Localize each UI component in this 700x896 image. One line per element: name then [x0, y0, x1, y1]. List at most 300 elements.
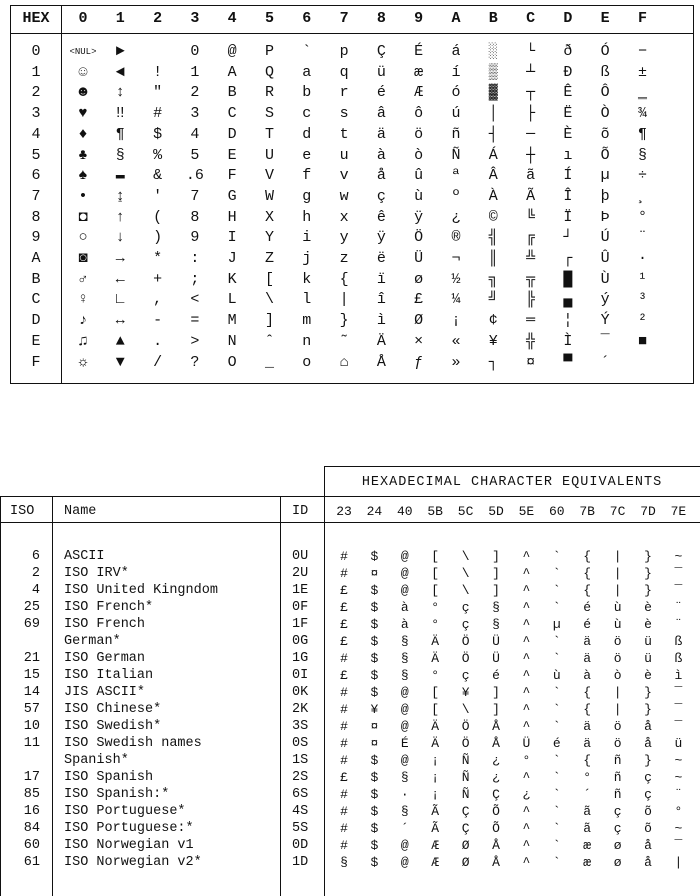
hex-equivalent-char-cell: { — [583, 685, 592, 700]
hex-glyph-cell: Ü — [414, 250, 424, 267]
hex-equivalent-char-cell: ` — [552, 583, 561, 598]
hex-equivalent-char-cell: { — [583, 702, 592, 717]
hex-glyph-cell: ↓ — [115, 229, 125, 247]
hex-glyph-cell: ã — [526, 167, 536, 185]
hex-equivalent-char-cell: ¿ — [492, 753, 500, 768]
hex-equivalent-char-cell: # — [340, 719, 348, 734]
hex-equivalent-char-cell: ‾ — [674, 685, 683, 700]
hex-row-label: 2 — [31, 84, 41, 102]
hex-glyph-cell: h — [302, 208, 312, 226]
hex-equivalent-char-cell: $ — [370, 770, 379, 785]
hex-glyph-cell: ¦ — [563, 312, 573, 330]
hex-glyph-cell: ╗ — [488, 270, 498, 288]
hex-glyph-cell: ‼ — [115, 105, 125, 123]
hex-glyph-cell: * — [153, 250, 163, 267]
hex-equivalent-char-cell: ì — [674, 668, 683, 683]
hex-glyph-cell: Ò — [600, 105, 610, 123]
charset-name-cell: ISO Portuguese* — [64, 804, 186, 819]
hex-equivalent-char-cell: ` — [552, 787, 561, 802]
hex-equivalent-char-cell: ° — [583, 770, 592, 785]
hex-equivalent-char-cell: ø — [613, 838, 622, 853]
hex-equivalent-column-header: 5D — [488, 504, 504, 519]
hex-glyph-cell: ô — [414, 105, 424, 123]
hex-glyph-cell: ♪ — [78, 312, 88, 330]
hex-equivalent-char-cell: Ä — [431, 719, 440, 734]
hex-equivalent-char-cell: è — [644, 617, 652, 632]
hex-glyph-cell: ç — [376, 187, 386, 205]
hex-equivalent-char-cell: ù — [552, 668, 561, 683]
iso-character-set-table — [0, 466, 700, 896]
hex-corner-label: HEX — [11, 6, 62, 32]
hex-glyph-cell: ☺ — [78, 63, 88, 81]
hex-glyph-cell: & — [153, 167, 163, 185]
hex-glyph-cell: Ö — [414, 229, 424, 247]
hex-equivalent-char-cell: ° — [674, 804, 683, 819]
hex-glyph-cell: 7 — [190, 187, 200, 205]
hex-equivalent-char-cell: ç — [613, 821, 622, 836]
hex-equivalent-char-cell: Å — [492, 719, 500, 734]
hex-glyph-cell: î — [376, 291, 386, 309]
hex-glyph-cell: ) — [153, 229, 163, 247]
hex-equivalent-char-cell: $ — [370, 838, 379, 853]
hex-glyph-cell: s — [339, 105, 349, 123]
hex-glyph-cell: 9 — [190, 229, 200, 247]
hex-glyph-cell: ▄ — [563, 291, 573, 309]
hex-glyph-cell: A — [227, 63, 237, 81]
hex-equivalent-char-cell: ä — [583, 651, 592, 666]
hex-glyph-cell: ▲ — [115, 332, 125, 350]
iso-number-cell: 16 — [23, 804, 40, 819]
hex-equivalent-char-cell: ç — [461, 600, 470, 615]
hex-row-label: C — [31, 291, 41, 309]
hex-equivalent-column-header: 7D — [640, 504, 656, 519]
hex-glyph-cell: ] — [264, 312, 274, 330]
hex-column-header: B — [488, 10, 498, 27]
hex-equivalent-char-cell: $ — [370, 753, 379, 768]
hex-glyph-cell: V — [264, 167, 274, 185]
hex-equivalent-char-cell: Ñ — [461, 787, 470, 802]
hex-equivalent-char-cell: æ — [583, 838, 592, 853]
charset-name-cell: ISO United Kingndom — [64, 583, 218, 598]
hex-glyph-cell: Î — [563, 187, 573, 205]
hex-equivalent-char-cell: à — [400, 617, 409, 632]
hex-glyph-cell: ´ — [600, 353, 610, 371]
hex-glyph-cell: û — [414, 167, 424, 185]
hex-glyph-cell: ı — [563, 146, 573, 164]
hex-glyph-cell: U — [264, 146, 274, 164]
hex-glyph-cell: ▒ — [488, 63, 498, 81]
hex-equivalent-char-cell: ` — [552, 753, 561, 768]
hex-column-header: F — [637, 10, 647, 27]
hex-equivalent-char-cell: Ö — [461, 736, 470, 751]
hex-equivalent-char-cell: ¤ — [370, 566, 379, 581]
hex-column-header: 3 — [190, 10, 200, 27]
hex-glyph-cell: æ — [414, 63, 424, 81]
hex-glyph-cell: ↨ — [115, 187, 125, 205]
hex-equivalent-char-cell: $ — [370, 685, 379, 700]
hex-glyph-cell: ö — [414, 125, 424, 143]
hex-glyph-cell: ┌ — [563, 250, 573, 267]
hex-equivalent-char-cell: ` — [552, 685, 561, 700]
hex-equivalent-char-cell: Ä — [431, 634, 440, 649]
hex-equivalent-char-cell: { — [583, 583, 592, 598]
hex-equivalent-column-header: 23 — [336, 504, 352, 519]
hex-row-label: 4 — [31, 125, 41, 143]
hex-equivalent-char-cell: £ — [340, 600, 348, 615]
hex-equivalent-char-cell: ` — [552, 566, 561, 581]
hex-equivalent-char-cell: Ö — [461, 719, 470, 734]
charset-id-cell: 0D — [292, 838, 309, 853]
hex-glyph-cell: Æ — [414, 84, 424, 102]
hex-equivalent-char-cell: ° — [431, 668, 440, 683]
hex-equivalents-title: HEXADECIMAL CHARACTER EQUIVALENTS — [361, 475, 663, 490]
hex-equivalent-char-cell: § — [340, 855, 348, 870]
hex-glyph-cell: ♥ — [78, 105, 88, 123]
hex-glyph-cell: ♣ — [78, 146, 88, 164]
hex-equivalent-char-cell: # — [340, 821, 348, 836]
hex-equivalent-char-cell: $ — [370, 668, 379, 683]
id-header: ID — [292, 504, 309, 519]
hex-row-label: 0 — [31, 43, 41, 60]
hex-glyph-cell: ¯ — [600, 332, 610, 350]
hex-glyph-cell: Ì — [563, 332, 573, 350]
hex-equivalent-char-cell: [ — [431, 685, 440, 700]
hex-equivalent-char-cell: õ — [644, 821, 652, 836]
hex-glyph-cell: E — [227, 146, 237, 164]
hex-glyph-cell: e — [302, 146, 312, 164]
hex-equivalent-char-cell: ã — [583, 821, 592, 836]
hex-glyph-cell: § — [637, 146, 647, 164]
hex-glyph-cell: ˜ — [339, 332, 349, 350]
hex-equivalent-char-cell: ü — [674, 736, 683, 751]
hex-equivalent-char-cell: ¤ — [370, 736, 379, 751]
hex-row-label: F — [31, 353, 41, 371]
hex-glyph-cell: 5 — [190, 146, 200, 164]
hex-glyph-cell: é — [376, 84, 386, 102]
iso-header: ISO — [10, 504, 35, 519]
hex-glyph-cell: ░ — [488, 43, 498, 60]
hex-glyph-cell: Ç — [376, 43, 386, 60]
hex-glyph-cell: ↑ — [115, 208, 125, 226]
hex-glyph-cell: t — [339, 125, 349, 143]
charset-name-cell: ISO Portuguese:* — [64, 821, 194, 836]
charset-name-cell: ISO Swedish* — [64, 719, 162, 734]
hex-equivalent-char-cell: É — [400, 736, 409, 751]
hex-glyph-cell: ÿ — [414, 208, 424, 226]
charset-name-cell: ISO Norwegian v1 — [64, 838, 194, 853]
hex-row-label: 5 — [31, 146, 41, 164]
hex-glyph-cell: .6 — [185, 167, 204, 185]
hex-equivalent-char-cell: Õ — [492, 804, 500, 819]
iso-number-cell: 2 — [31, 566, 40, 581]
hex-glyph-cell: q — [339, 63, 349, 81]
hex-equivalent-char-cell: ° — [522, 753, 531, 768]
hex-equivalent-char-cell: # — [340, 566, 348, 581]
hex-equivalent-char-cell: ç — [613, 804, 622, 819]
hex-glyph-cell: ╝ — [488, 291, 498, 309]
charset-id-cell: 0U — [292, 549, 309, 564]
hex-glyph-cell: ÷ — [637, 167, 647, 185]
hex-equivalent-char-cell: $ — [370, 787, 379, 802]
hex-glyph-cell: ╔ — [526, 229, 536, 247]
hex-glyph-cell: Ú — [600, 229, 610, 247]
hex-equivalent-char-cell: ^ — [522, 685, 531, 700]
hex-glyph-cell: ☻ — [78, 84, 88, 102]
charset-name-cell: ISO Chinese* — [64, 702, 162, 717]
hex-glyph-cell: ═ — [526, 312, 536, 330]
hex-column-header: 5 — [264, 10, 274, 27]
hex-equivalent-char-cell: $ — [370, 855, 379, 870]
hex-glyph-cell: ⌂ — [339, 353, 349, 371]
hex-glyph-cell: J — [227, 250, 237, 267]
hex-row-label: 7 — [31, 187, 41, 205]
hex-glyph-cell: ┤ — [488, 125, 498, 143]
hex-glyph-cell: # — [153, 105, 163, 123]
hex-equivalent-char-cell: @ — [400, 855, 409, 870]
hex-equivalent-char-cell: @ — [400, 838, 409, 853]
hex-equivalent-char-cell: | — [613, 583, 622, 598]
hex-equivalent-char-cell: @ — [400, 685, 409, 700]
hex-code-page-table — [10, 5, 694, 384]
hex-equivalent-char-cell: ¨ — [674, 600, 683, 615]
hex-glyph-cell: ─ — [526, 125, 536, 143]
hex-glyph-cell: ú — [451, 105, 461, 123]
hex-equivalent-char-cell: ] — [492, 702, 500, 717]
hex-glyph-cell: • — [78, 187, 88, 205]
hex-glyph-cell: S — [264, 105, 274, 123]
hex-glyph-cell: ý — [600, 291, 610, 309]
charset-name-cell: ISO Swedish names — [64, 736, 202, 751]
hex-equivalent-char-cell: ^ — [522, 838, 531, 853]
hex-glyph-cell: y — [339, 229, 349, 247]
hex-equivalent-char-cell: § — [400, 770, 409, 785]
hex-glyph-cell: - — [153, 312, 163, 330]
hex-equivalent-char-cell: ¡ — [431, 770, 440, 785]
iso-number-cell: 84 — [23, 821, 40, 836]
hex-glyph-cell: = — [190, 312, 200, 330]
hex-glyph-cell: ø — [414, 270, 424, 288]
hex-equivalent-column-header: 7B — [579, 504, 595, 519]
hex-equivalent-char-cell: | — [613, 702, 622, 717]
hex-equivalent-char-cell: ö — [613, 651, 622, 666]
hex-equivalent-char-cell: Ü — [522, 736, 531, 751]
hex-glyph-cell: Û — [600, 250, 610, 267]
hex-glyph-cell: r — [339, 84, 349, 102]
hex-equivalent-char-cell: Ö — [461, 634, 470, 649]
hex-equivalent-char-cell: Ä — [431, 736, 440, 751]
hex-glyph-cell: ◘ — [78, 208, 88, 226]
hex-glyph-cell: N — [227, 332, 237, 350]
hex-equivalent-char-cell: } — [644, 753, 652, 768]
hex-equivalent-char-cell: ¿ — [522, 787, 531, 802]
hex-column-header: D — [563, 10, 573, 27]
hex-glyph-cell: / — [153, 353, 163, 371]
hex-glyph-cell: ÿ — [376, 229, 386, 247]
hex-equivalent-char-cell: £ — [340, 668, 348, 683]
hex-equivalent-char-cell: à — [400, 600, 409, 615]
hex-equivalent-column-header: 60 — [548, 504, 565, 519]
hex-glyph-cell: ' — [153, 187, 163, 205]
hex-equivalent-char-cell: ñ — [613, 753, 622, 768]
hex-equivalent-char-cell: é — [583, 617, 592, 632]
hex-equivalent-char-cell: ñ — [613, 770, 622, 785]
hex-equivalent-char-cell: ã — [583, 804, 592, 819]
hex-equivalent-char-cell: ` — [552, 600, 561, 615]
charset-name-cell: ISO IRV* — [64, 566, 129, 581]
hex-column-header: 1 — [115, 10, 125, 27]
hex-equivalent-char-cell: è — [644, 668, 652, 683]
hex-glyph-cell: ½ — [451, 270, 461, 288]
hex-glyph-cell: ² — [637, 312, 647, 330]
hex-equivalent-char-cell: } — [644, 583, 652, 598]
hex-equivalent-char-cell: Ø — [461, 855, 470, 870]
hex-equivalent-char-cell: Ö — [461, 651, 470, 666]
iso-number-cell: 4 — [31, 583, 40, 598]
hex-equivalent-char-cell: ‾ — [674, 566, 683, 581]
hex-equivalent-char-cell: \ — [461, 583, 470, 598]
hex-glyph-cell: 8 — [190, 208, 200, 226]
iso-number-cell: 21 — [23, 651, 40, 666]
hex-glyph-cell: ± — [637, 63, 647, 81]
hex-glyph-cell: █ — [563, 270, 573, 288]
hex-glyph-cell: í — [451, 63, 461, 81]
hex-equivalent-char-cell: ß — [674, 651, 683, 666]
hex-equivalent-char-cell: ò — [613, 668, 622, 683]
hex-glyph-cell: Ø — [414, 312, 424, 330]
hex-equivalent-char-cell: Õ — [492, 821, 500, 836]
hex-equivalent-char-cell: Ø — [461, 838, 470, 853]
hex-glyph-cell: i — [302, 229, 312, 247]
hex-equivalent-char-cell: Ñ — [461, 753, 470, 768]
hex-glyph-cell: _ — [264, 353, 274, 371]
hex-glyph-cell: ü — [376, 63, 386, 81]
hex-glyph-cell: ˆ — [264, 332, 274, 350]
hex-equivalent-char-cell: õ — [644, 804, 652, 819]
hex-equivalent-char-cell: [ — [431, 566, 440, 581]
hex-glyph-cell: ▬ — [115, 167, 125, 185]
hex-glyph-cell: H — [227, 208, 237, 226]
hex-equivalent-char-cell: ‾ — [674, 838, 683, 853]
hex-glyph-cell: ◙ — [78, 250, 88, 267]
hex-glyph-cell: Ù — [600, 270, 610, 288]
charset-name-cell: ASCII — [64, 549, 105, 564]
hex-equivalent-char-cell: | — [613, 685, 622, 700]
hex-equivalent-char-cell: @ — [400, 583, 409, 598]
hex-glyph-cell: ï — [376, 270, 386, 288]
hex-glyph-cell: ò — [414, 146, 424, 164]
hex-equivalent-char-cell: ] — [492, 685, 500, 700]
hex-equivalent-char-cell: Ü — [492, 634, 500, 649]
hex-equivalent-char-cell: å — [644, 736, 652, 751]
charset-id-cell: 2K — [292, 702, 309, 717]
hex-equivalent-char-cell: Å — [492, 855, 500, 870]
hex-column-header: A — [451, 10, 461, 27]
hex-column-header: E — [600, 10, 610, 27]
hex-equivalent-char-cell: £ — [340, 617, 348, 632]
hex-equivalent-char-cell: # — [340, 838, 348, 853]
hex-glyph-cell: ╦ — [526, 270, 536, 288]
hex-glyph-cell: l — [302, 291, 312, 309]
hex-equivalent-char-cell: ] — [492, 566, 500, 581]
hex-glyph-cell: < — [190, 291, 200, 309]
iso-number-cell: 17 — [23, 770, 40, 785]
hex-equivalent-char-cell: ^ — [522, 668, 531, 683]
hex-glyph-cell: L — [227, 291, 237, 309]
charset-name-cell: ISO German — [64, 651, 146, 666]
hex-glyph-cell: d — [302, 125, 312, 143]
iso-header-underline — [0, 522, 700, 523]
hex-equivalent-char-cell: ] — [492, 583, 500, 598]
charset-id-cell: 1F — [292, 617, 309, 632]
hex-glyph-cell: F — [227, 167, 237, 185]
hex-glyph-cell: ¤ — [526, 353, 536, 371]
hex-row-label: E — [31, 332, 41, 350]
hex-equivalent-char-cell: ^ — [522, 566, 531, 581]
hex-equivalent-char-cell: Ü — [492, 651, 500, 666]
hex-equivalent-char-cell: $ — [370, 600, 379, 615]
hex-equivalent-char-cell: # — [340, 549, 348, 564]
hex-glyph-cell: Ð — [563, 63, 573, 81]
hex-glyph-cell: ♦ — [78, 125, 88, 143]
hex-glyph-cell: b — [302, 84, 312, 102]
hex-glyph-cell: " — [153, 84, 163, 102]
iso-number-cell: 14 — [23, 685, 40, 700]
hex-glyph-cell: Á — [488, 146, 498, 164]
hex-glyph-cell: m — [302, 312, 312, 330]
hex-glyph-cell: ╚ — [526, 208, 536, 226]
hex-glyph-cell: Õ — [600, 146, 610, 164]
iso-number-cell: 6 — [31, 549, 40, 564]
hex-glyph-cell: ` — [302, 43, 312, 60]
hex-glyph-cell: z — [339, 250, 349, 267]
hex-column-header: 6 — [302, 10, 312, 27]
hex-glyph-cell: µ — [600, 167, 610, 185]
hex-glyph-cell: D — [227, 125, 237, 143]
hex-equivalent-char-cell: @ — [400, 753, 409, 768]
hex-glyph-cell: â — [376, 105, 386, 123]
hex-glyph-cell: a — [302, 63, 312, 81]
hex-equivalent-char-cell: ´ — [583, 787, 592, 802]
hex-glyph-cell: j — [302, 250, 312, 267]
hex-glyph-cell: « — [451, 332, 461, 350]
charset-id-cell: 0S — [292, 736, 309, 751]
hex-glyph-cell: ┐ — [488, 353, 498, 371]
iso-col-divider-2 — [280, 496, 281, 896]
hex-equivalent-char-cell: ^ — [522, 821, 531, 836]
hex-glyph-cell: v — [339, 167, 349, 185]
hex-equivalent-char-cell: ` — [552, 804, 561, 819]
hex-equivalent-char-cell: $ — [370, 583, 379, 598]
hex-glyph-cell: ñ — [451, 125, 461, 143]
iso-number-cell: 69 — [23, 617, 40, 632]
hex-equivalent-char-cell: è — [644, 600, 652, 615]
charset-id-cell: 3S — [292, 719, 309, 734]
hex-glyph-cell: ╬ — [526, 332, 536, 350]
hex-equivalent-char-cell: # — [340, 736, 348, 751]
charset-id-cell: 1E — [292, 583, 309, 598]
charset-name-cell: Spanish* — [64, 753, 129, 768]
hex-glyph-cell: ! — [153, 63, 163, 81]
hex-equivalent-char-cell: Ã — [431, 821, 440, 836]
hex-equivalent-char-cell: à — [583, 668, 592, 683]
hex-glyph-cell: │ — [488, 105, 498, 123]
iso-number-cell: 61 — [23, 855, 40, 870]
iso-number-cell: 57 — [23, 702, 40, 717]
hex-equivalent-char-cell: ^ — [522, 549, 531, 564]
hex-glyph-cell: ¢ — [488, 312, 498, 330]
hex-glyph-cell: ♠ — [78, 167, 88, 185]
hex-equivalent-char-cell: | — [674, 855, 683, 870]
